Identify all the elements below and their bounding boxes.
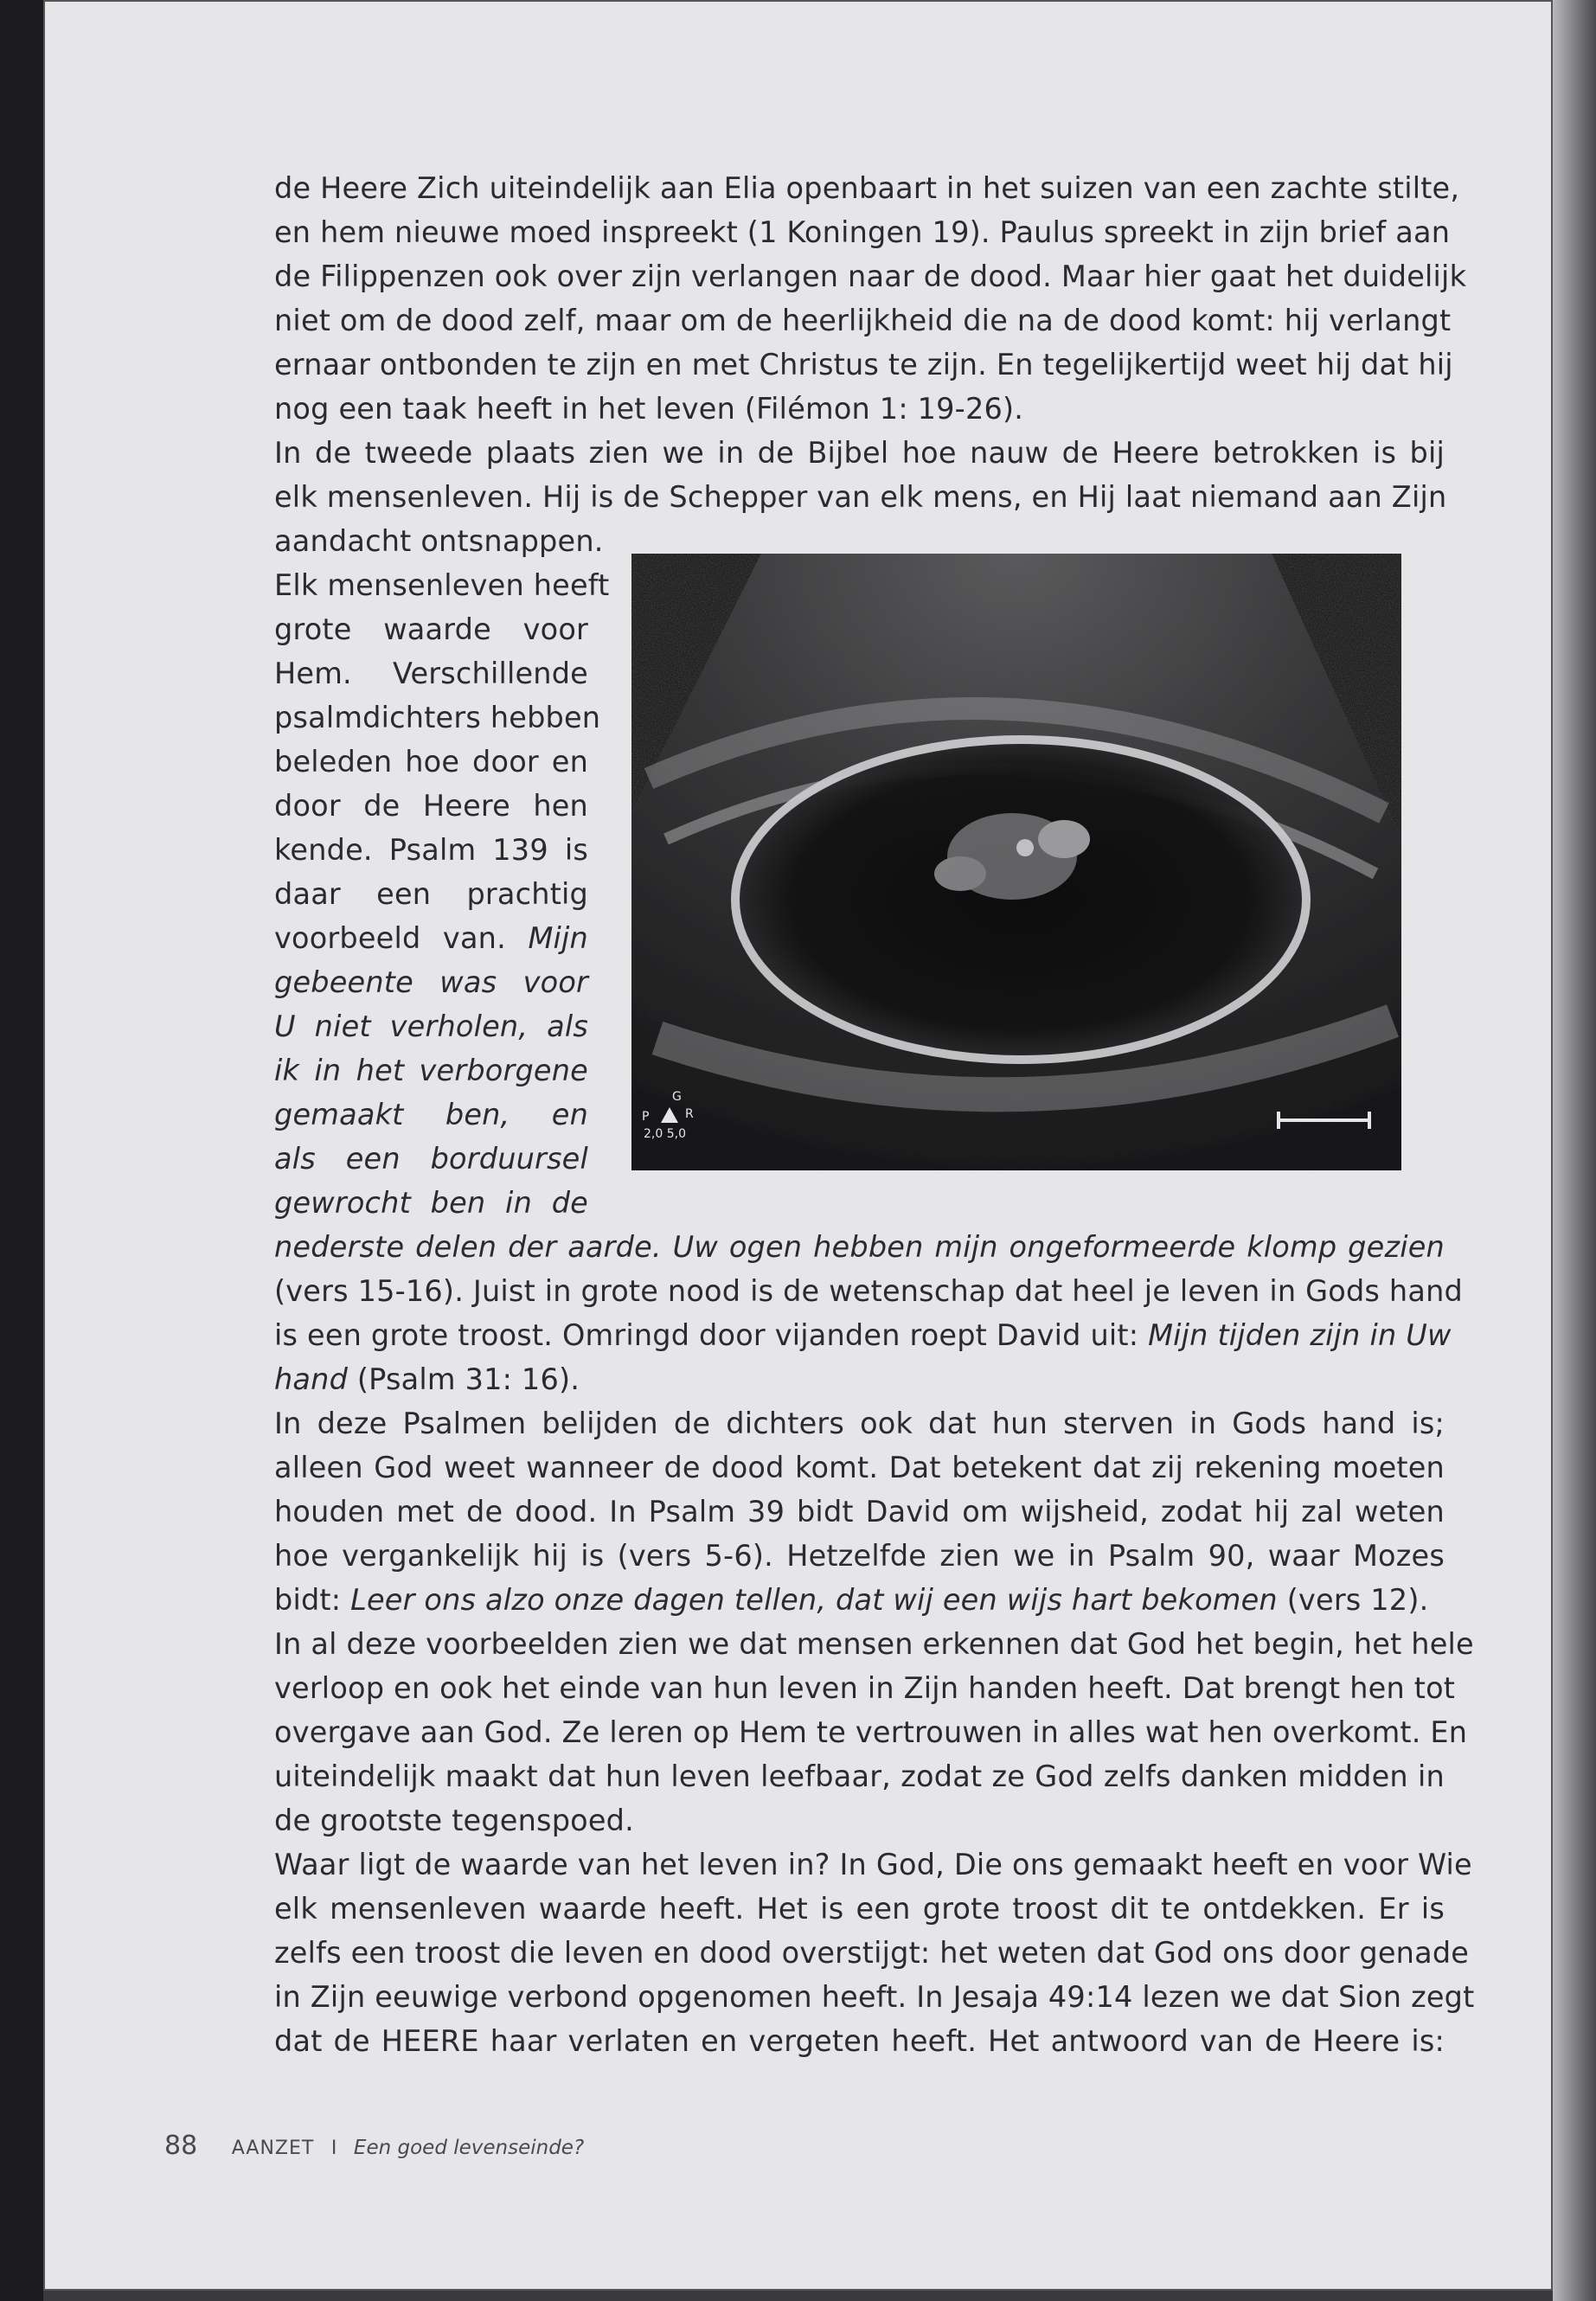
scripture-line bbox=[274, 1137, 588, 1181]
text-line: aandacht ontsnappen. bbox=[274, 524, 604, 558]
text-line: zelfs een troost die leven en dood overstijgt: het weten dat God ons door genade bbox=[274, 1936, 1470, 1970]
scripture-line bbox=[274, 1048, 588, 1093]
marker-values: 2,0 5,0 bbox=[644, 1127, 686, 1141]
text-line: daar een prachtig bbox=[274, 877, 588, 911]
text-line: ernaar ontbonden te zijn en met Christus te zijn. En tegelijkertijd weet hij dat hij bbox=[274, 348, 1453, 381]
text-line: de Filippenzen ook over zijn verlangen naar de dood. Maar hier gaat het duidelijk bbox=[274, 260, 1467, 293]
text-line bbox=[274, 1313, 1452, 1357]
footer-separator: I bbox=[330, 2138, 337, 2159]
scripture-line bbox=[274, 1093, 588, 1137]
text-line: door de Heere hen bbox=[274, 789, 588, 823]
scripture-quote: nederste delen der aarde. Uw ogen hebben mijn ongeformeerde klomp gezien bbox=[274, 1230, 1445, 1264]
text-line: overgave aan God. Ze leren op Hem te vertrouwen in alles wat hen overkomt. En bbox=[274, 1715, 1468, 1749]
book-spine-shadow bbox=[0, 0, 43, 2301]
scripture-quote: Mijn tijden zijn in Uw bbox=[1148, 1318, 1452, 1352]
scripture-quote: Mijn bbox=[528, 921, 588, 955]
scripture-quote: gebeente was voor bbox=[274, 965, 588, 999]
text-line: beleden hoe door en bbox=[274, 745, 588, 779]
gestational-sac bbox=[735, 740, 1306, 1060]
text-line: grote waarde voor bbox=[274, 612, 588, 646]
scripture-quote: gemaakt ben, en bbox=[274, 1098, 588, 1131]
text-line: uiteindelijk maakt dat hun leven leefbaar, zodat ze God zelfs danken midden in bbox=[274, 1759, 1445, 1793]
text-line: In de tweede plaats zien we in de Bijbel hoe nauw de Heere betrokken is bij bbox=[274, 436, 1445, 470]
scripture-line bbox=[274, 1225, 1445, 1269]
text-line: elk mensenleven waarde heeft. Het is een grote troost dit te ontdekken. Er is bbox=[274, 1892, 1445, 1926]
text-line: psalmdichters hebben bbox=[274, 701, 601, 734]
text-line: alleen God weet wanneer de dood komt. Dat betekent dat zij rekening moeten bbox=[274, 1451, 1445, 1484]
text-line bbox=[274, 916, 588, 960]
text-line: nog een taak heeft in het leven (Filémon 1: 19-26). bbox=[274, 392, 1024, 426]
page-number: 88 bbox=[164, 2131, 198, 2161]
text-line: Elk mensenleven heeft bbox=[274, 568, 610, 602]
marker-left: P bbox=[642, 1110, 650, 1124]
text-line: en hem nieuwe moed inspreekt (1 Koningen 19). Paulus spreekt in zijn brief aan bbox=[274, 215, 1451, 249]
text-line: de grootste tegenspoed. bbox=[274, 1804, 634, 1837]
text-span: voorbeeld van. bbox=[274, 921, 529, 955]
text-line: niet om de dood zelf, maar om de heerlijkheid die na de dood komt: hij verlangt bbox=[274, 304, 1452, 337]
marker-top: G bbox=[672, 1090, 682, 1104]
scripture-quote: als een borduursel bbox=[274, 1142, 588, 1176]
scripture-quote: hand bbox=[274, 1362, 349, 1396]
text-line: verloop en ook het einde van hun leven in Zijn handen heeft. Dat brengt hen tot bbox=[274, 1671, 1456, 1705]
scripture-quote: U niet verholen, als bbox=[274, 1009, 588, 1043]
book-subtitle: Een goed levenseinde? bbox=[353, 2137, 585, 2159]
text-line: dat de HEERE haar verlaten en vergeten heeft. Het antwoord van de Heere is: bbox=[274, 2024, 1445, 2058]
scripture-line bbox=[274, 1181, 588, 1225]
page-edge bbox=[1553, 0, 1596, 2301]
scripture-line bbox=[274, 1004, 588, 1048]
text-line: In al deze voorbeelden zien we dat mensen erkennen dat God het begin, het hele bbox=[274, 1627, 1474, 1661]
scripture-quote: gewrocht ben in de bbox=[274, 1186, 588, 1220]
series-title: AANZET bbox=[231, 2138, 315, 2159]
text-span: is een grote troost. Omringd door vijanden roept David uit: bbox=[274, 1318, 1149, 1352]
text-line: elk mensenleven. Hij is de Schepper van elk mens, en Hij laat niemand aan Zijn bbox=[274, 480, 1447, 514]
page-footer bbox=[164, 2131, 584, 2161]
text-line bbox=[274, 1357, 1445, 1401]
text-span: (vers 12). bbox=[1277, 1583, 1429, 1617]
text-span: (Psalm 31: 16). bbox=[348, 1362, 580, 1396]
text-line: hoe vergankelijk hij is (vers 5-6). Hetzelfde zien we in Psalm 90, waar Mozes bbox=[274, 1539, 1445, 1573]
text-line: (vers 15-16). Juist in grote nood is de wetenschap dat heel je leven in Gods hand bbox=[274, 1274, 1463, 1308]
text-line: houden met de dood. In Psalm 39 bidt David om wijsheid, zodat hij zal weten bbox=[274, 1495, 1445, 1529]
marker-right: R bbox=[685, 1107, 694, 1121]
text-line: kende. Psalm 139 is bbox=[274, 833, 588, 867]
text-line: Hem. Verschillende bbox=[274, 657, 588, 690]
ultrasound-image bbox=[631, 554, 1401, 1170]
scripture-quote: ik in het verborgene bbox=[274, 1054, 588, 1087]
text-line bbox=[274, 1578, 1445, 1622]
scripture-quote: Leer ons alzo onze dagen tellen, dat wij een wijs hart bekomen bbox=[350, 1583, 1278, 1617]
text-line: in Zijn eeuwige verbond opgenomen heeft. In Jesaja 49:14 lezen we dat Sion zegt bbox=[274, 1980, 1475, 2014]
text-line: Waar ligt de waarde van het leven in? In God, Die ons gemaakt heeft en voor Wie bbox=[274, 1848, 1472, 1881]
ultrasound-scan bbox=[631, 554, 1401, 1170]
text-line: de Heere Zich uiteindelijk aan Elia openbaart in het suizen van een zachte stilte, bbox=[274, 171, 1460, 205]
text-span: bidt: bbox=[274, 1583, 351, 1617]
text-line: In deze Psalmen belijden de dichters ook dat hun sterven in Gods hand is; bbox=[274, 1407, 1445, 1440]
scripture-line bbox=[274, 960, 588, 1004]
